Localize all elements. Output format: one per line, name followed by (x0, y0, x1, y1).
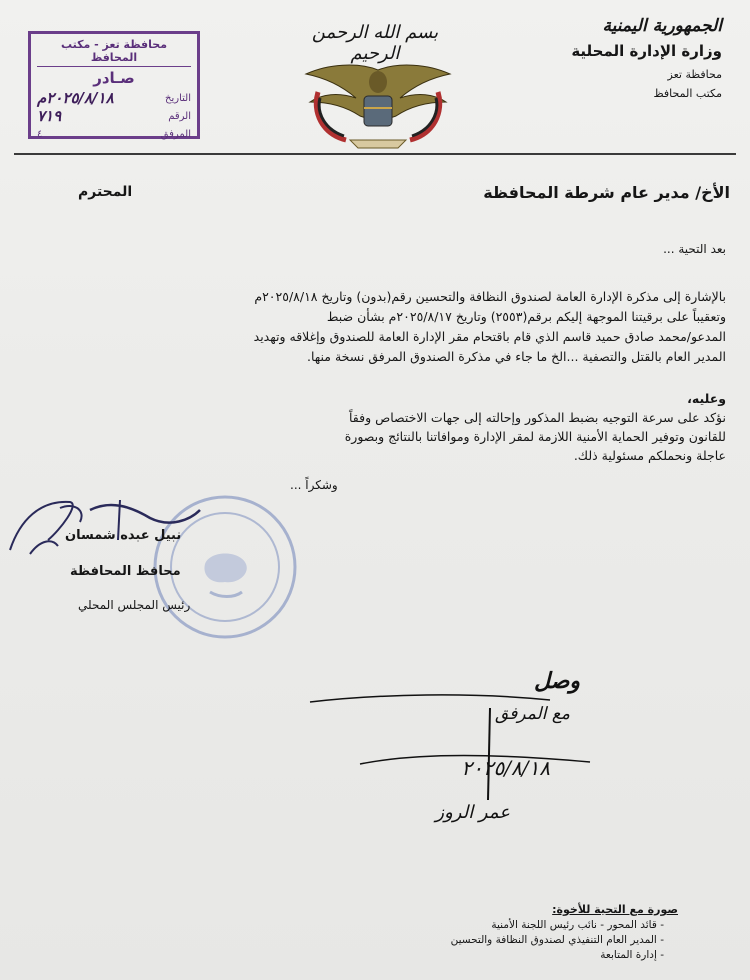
ministry-name: وزارة الإدارة المحلية (571, 42, 722, 60)
signatory-name: نبيل عبده شمسان (65, 528, 182, 543)
body-line: عاجلة ونحملكم مسئولية ذلك. (573, 448, 726, 463)
header-divider (14, 153, 736, 155)
copies-title: صورة مع التحية للأخوة: (552, 903, 678, 916)
signatory-role: محافظ المحافظة (70, 564, 181, 579)
letter-body-paragraph-1 (66, 287, 726, 367)
stamp-number-value: ٧١٩ (37, 107, 62, 125)
copies-list-item: - المدير العام التنفيذي لصندوق النظافة والتحسين (278, 933, 664, 948)
handwritten-signature (0, 480, 240, 570)
body-line: للقانون وتوفير الحماية الأمنية اللازمة لمقر الإدارة وموافاتنا بالنتائج وبصورة (344, 429, 726, 444)
governorate-name: محافظة تعز (667, 68, 722, 81)
body-line: وتعقيباً على برقيتنا الموجهة إليكم برقم(٢٥٥٣) وتاريخ ٢٠٢٥/٨/١٧م بشأن ضبط (326, 309, 726, 324)
stamp-outgoing-label: صـادر (93, 69, 135, 87)
stamp-title: محافظة تعز - مكتب المحافظ (37, 38, 191, 67)
stamp-date-label: التاريخ (165, 92, 191, 104)
stamp-attachments-row (37, 125, 191, 143)
stamp-attachments-label: المرفق (160, 128, 191, 140)
body-line: نؤكد على سرعة التوجيه بضبط المذكور وإحالته إلى جهات الاختصاص وفقاً (348, 410, 726, 425)
handnote-received: وصل (534, 668, 580, 694)
letter-body-paragraph-2 (66, 389, 726, 465)
copies-to-block (278, 902, 678, 963)
signatory-council: رئيس المجلس المحلي (78, 598, 191, 612)
body-line: بالإشارة إلى مذكرة الإدارة العامة لصندوق النظافة والتحسين رقم(بدون) وتاريخ ٢٠٢٥/٨/١٨م (254, 289, 726, 304)
stamp-number-label: الرقم (168, 110, 191, 122)
stamp-attachments-value: ٤ (37, 128, 43, 140)
letterhead-right (522, 16, 722, 100)
body-line: المدعو/محمد صادق حميد قاسم الذي قام باقتحام مقر الإدارة العامة للصندوق وإغلاقه وتهديد (253, 329, 726, 344)
basmala: بسم الله الرحمن الرحيم (311, 22, 439, 64)
closing-thanks: وشكراً ... (290, 478, 338, 492)
republic-name: الجمهورية اليمنية (602, 16, 722, 36)
greeting: بعد التحية ... (663, 242, 726, 256)
addressee: الأخ/ مدير عام شرطة المحافظة (483, 183, 730, 202)
handnote-with-attachment: مع المرفق (495, 704, 570, 724)
body-line: المدير العام بالقتل والتصفية ...الخ ما جاء في مذكرة الصندوق المرفق نسخة منها. (306, 349, 726, 364)
office-name: مكتب المحافظ (653, 87, 722, 100)
outgoing-reference-stamp (28, 31, 200, 139)
therefore-label: وعليه، (687, 391, 726, 406)
addressee-respect: المحترم (78, 184, 133, 200)
stamp-date-row (37, 89, 191, 107)
copies-list-item: - قائد المحور - نائب رئيس اللجنة الأمنية (278, 918, 664, 933)
handnote-date: ٢٠٢٥/٨/١٨ (461, 756, 550, 780)
stamp-date-value: ٢٠٢٥/٨/١٨م (37, 89, 114, 107)
yemen-emblem-icon (298, 52, 458, 152)
copies-list (278, 918, 678, 963)
handwritten-strokes (300, 680, 620, 850)
handnote-signer: عمر الروز (435, 802, 510, 823)
stamp-number-row (37, 107, 191, 125)
copies-list-item: - إدارة المتابعة (278, 948, 664, 963)
